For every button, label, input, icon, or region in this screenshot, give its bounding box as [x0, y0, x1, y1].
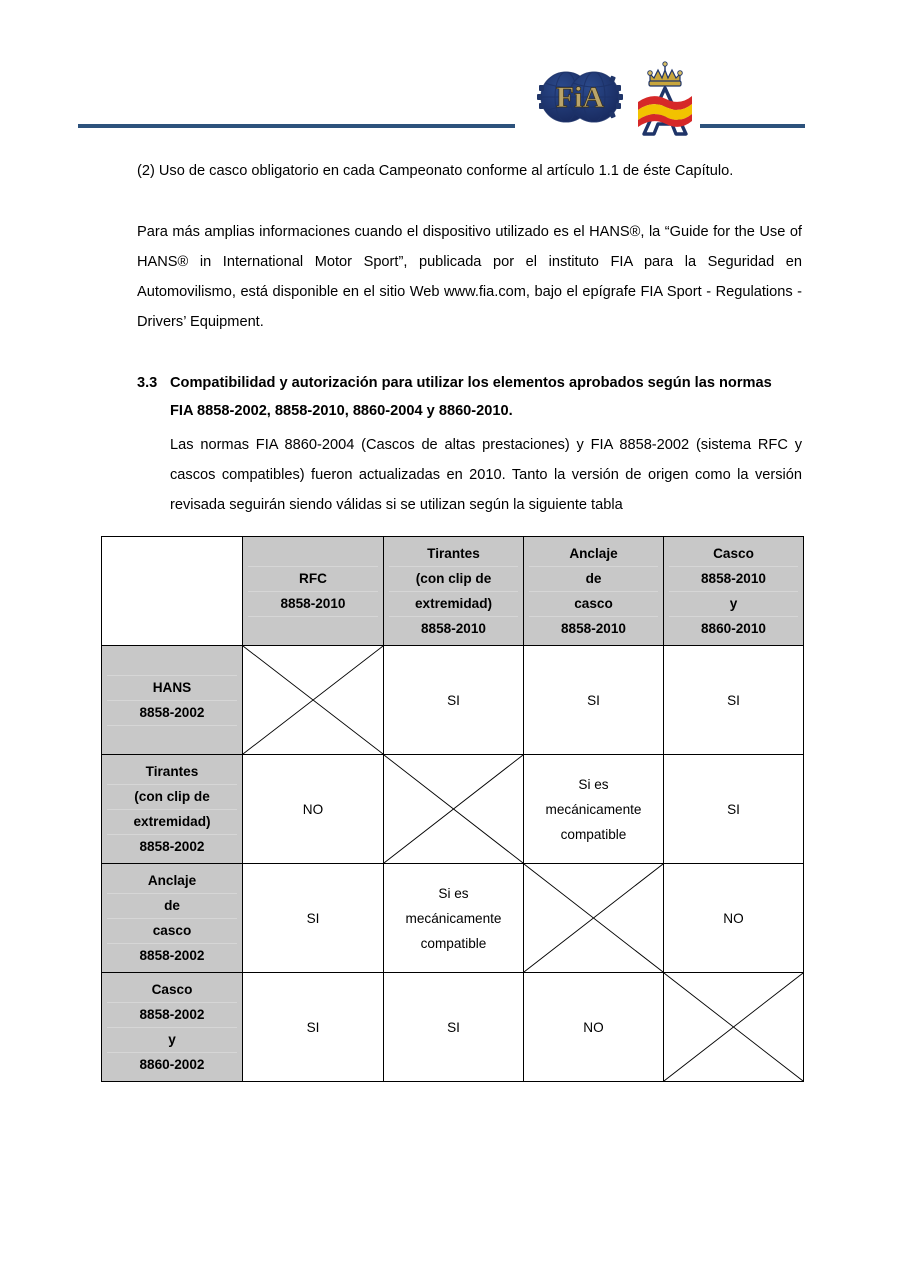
column-header-cell-1	[384, 537, 524, 646]
cell-text-line: casco	[152, 923, 192, 938]
matrix-cell-value	[384, 684, 523, 717]
matrix-cell-value	[664, 684, 803, 717]
matrix-cell-diagonal-2-2	[524, 864, 664, 973]
matrix-cell-1-3	[664, 755, 804, 864]
cell-text-line: de	[164, 898, 180, 913]
cell-text-line: extremidad)	[414, 596, 493, 611]
matrix-cell-1-2	[524, 755, 664, 864]
section-3-3	[137, 369, 802, 425]
cell-text-line: SI	[306, 1019, 320, 1035]
cell-text-line: 8858-2010	[280, 596, 346, 611]
cell-text-line: compatible	[420, 935, 487, 951]
row-header-cell-0	[102, 646, 243, 755]
cell-text-line: SI	[727, 801, 740, 817]
diagonal-cross-icon	[384, 755, 523, 863]
matrix-cell-value	[524, 684, 663, 717]
matrix-cell-value	[384, 877, 523, 960]
footnote-paragraph: (2) Uso de casco obligatorio en cada Campeonato conforme al artículo 1.1 de éste Capítulo.	[137, 163, 734, 179]
row-header-cell-2	[102, 864, 243, 973]
cell-text-line: y	[168, 1032, 176, 1047]
matrix-cell-diagonal-0-0	[243, 646, 384, 755]
column-header-label	[524, 537, 663, 645]
spacer	[137, 186, 802, 217]
matrix-cell-3-2	[524, 973, 664, 1082]
cell-text-line: SI	[587, 692, 600, 708]
cell-text-line: compatible	[560, 826, 627, 842]
cell-text-line: SI	[306, 910, 320, 926]
row-header-label	[102, 755, 242, 863]
table-header-row	[102, 537, 804, 646]
cell-text-line: SI	[727, 692, 740, 708]
cell-text-line: 8858-2010	[420, 621, 486, 636]
cell-text-line: Si es	[438, 885, 469, 901]
cell-text-line: 8858-2002	[139, 1007, 205, 1022]
cell-text-line: Tirantes	[427, 546, 480, 561]
cell-text-line	[105, 725, 239, 750]
spacer	[137, 337, 802, 369]
cell-text-line: Si es	[578, 776, 609, 792]
cell-text-line: NO	[723, 910, 744, 926]
table-row	[102, 646, 804, 755]
cell-text-line: NO	[302, 801, 324, 817]
column-header-label	[243, 537, 383, 645]
cell-text-line: mecánicamente	[405, 910, 502, 926]
fia-emblem-icon	[536, 63, 624, 131]
cell-text-line: Tirantes	[145, 764, 199, 779]
matrix-cell-value	[524, 1011, 663, 1044]
compatibility-table	[101, 536, 804, 1082]
cell-text-line: (con clip de	[415, 571, 492, 586]
header-rule-left	[78, 124, 515, 128]
cell-text-line: casco	[574, 596, 613, 611]
matrix-cell-value	[664, 793, 803, 826]
column-header-cell-0	[243, 537, 384, 646]
cell-text-line: Anclaje	[147, 873, 197, 888]
column-header-cell-3	[664, 537, 804, 646]
cell-text-line: Casco	[713, 546, 754, 561]
header-rule-right	[700, 124, 805, 128]
cell-text-line: mecánicamente	[545, 801, 642, 817]
cell-text-line: de	[585, 571, 602, 586]
matrix-cell-value	[243, 1011, 383, 1044]
column-header-label	[664, 537, 803, 645]
matrix-cell-2-3	[664, 864, 804, 973]
section-heading	[170, 369, 802, 425]
cell-text-line: 8858-2002	[139, 705, 205, 720]
cell-text-line: Casco	[151, 982, 193, 997]
matrix-cell-value	[384, 1011, 523, 1044]
matrix-cell-diagonal-1-1	[384, 755, 524, 864]
compatibility-table-wrapper	[101, 536, 803, 1082]
row-header-label	[102, 646, 242, 754]
matrix-cell-1-0	[243, 755, 384, 864]
section-number: 3.3	[137, 375, 158, 391]
cell-text-line: RFC	[299, 571, 327, 586]
cell-text-line	[246, 541, 380, 566]
matrix-cell-3-1	[384, 973, 524, 1082]
matrix-cell-2-1	[384, 864, 524, 973]
matrix-cell-diagonal-3-3	[664, 973, 804, 1082]
cell-text-line: 8860-2002	[139, 1057, 205, 1072]
compatibility-table-body	[102, 537, 804, 1082]
document-body	[137, 156, 802, 520]
rfeda-emblem-icon	[630, 58, 700, 138]
table-row	[102, 864, 804, 973]
column-header-cell-2	[524, 537, 664, 646]
table-row	[102, 755, 804, 864]
cell-text-line: 8858-2010	[560, 621, 626, 636]
cell-text-line: NO	[583, 1019, 604, 1035]
matrix-cell-value	[243, 793, 383, 826]
cell-text-line: Anclaje	[569, 546, 618, 561]
cell-text-line: SI	[447, 692, 460, 708]
matrix-cell-value	[243, 902, 383, 935]
cell-text-line: HANS	[152, 680, 192, 695]
table-row	[102, 973, 804, 1082]
diagonal-cross-icon	[664, 973, 803, 1081]
cell-text-line: (con clip de	[134, 789, 210, 804]
cell-text-line: 8858-2010	[700, 571, 766, 586]
cell-text-line: 8860-2010	[700, 621, 766, 636]
matrix-cell-2-0	[243, 864, 384, 973]
matrix-cell-3-0	[243, 973, 384, 1082]
column-header-label	[384, 537, 523, 645]
cell-text-line	[105, 650, 239, 675]
hans-paragraph: Para más amplias informaciones cuando el dispositivo utilizado es el HANS®, la “Guide for the Use of HANS® in International Motor Sport”, publicada por el instituto FIA para la Seguridad en Automovilismo, está disponible en el sitio Web www.fia.com, bajo el epígrafe FIA Sport - Regulations - Drivers’ Equipment.	[137, 224, 802, 330]
cell-text-line	[246, 616, 380, 641]
section-body-text: Las normas FIA 8860-2004 (Cascos de altas prestaciones) y FIA 8858-2002 (sistema RFC y cascos compatibles) fueron actualizadas en 2010. Tanto la versión de origen como la versión revisada seguirán siendo válidas si se utilizan según la siguiente tabla	[170, 437, 802, 513]
row-header-label	[102, 973, 242, 1081]
cell-text-line: SI	[447, 1019, 460, 1035]
cell-text-line: 8858-2002	[139, 948, 205, 963]
cell-text-line: y	[729, 596, 738, 611]
svg-text:FiA: FiA	[555, 81, 605, 114]
matrix-cell-value	[524, 768, 663, 851]
section-heading-line1: Compatibilidad y autorización para utilizar los elementos aprobados según las normas	[170, 375, 772, 391]
matrix-cell-value	[664, 902, 803, 935]
row-header-cell-1	[102, 755, 243, 864]
matrix-cell-0-3	[664, 646, 804, 755]
diagonal-cross-icon	[524, 864, 663, 972]
matrix-cell-0-1	[384, 646, 524, 755]
cell-text-line: 8858-2002	[139, 839, 205, 854]
matrix-cell-0-2	[524, 646, 664, 755]
row-header-cell-3	[102, 973, 243, 1082]
row-header-label	[102, 864, 242, 972]
page-header	[0, 0, 905, 150]
diagonal-cross-icon	[243, 646, 383, 754]
cell-text-line: extremidad)	[133, 814, 211, 829]
section-heading-line2: FIA 8858-2002, 8858-2010, 8860-2004 y 8860-2010.	[170, 403, 513, 419]
table-corner-cell	[102, 537, 243, 646]
